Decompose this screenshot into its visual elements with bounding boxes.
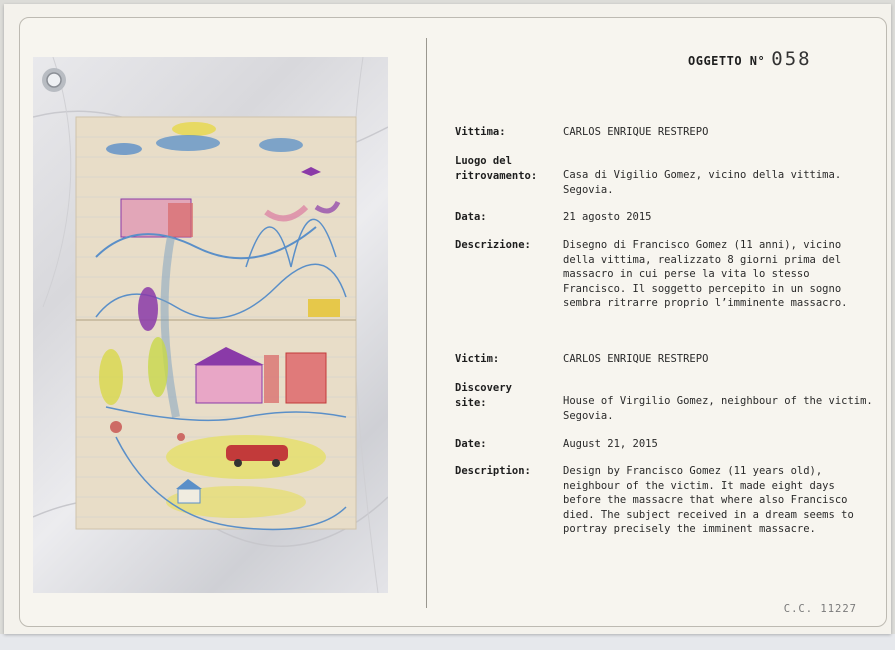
en-date-value: August 21, 2015 <box>563 438 658 450</box>
object-number: 058 <box>771 48 812 70</box>
it-victim-label: Vittima: <box>455 126 506 138</box>
object-label: OGGETTO N° <box>688 54 766 68</box>
en-description-value: Design by Francisco Gomez (11 years old), neighbour of the victim. It made eight days before the massacre that where also Francisco died. The subject received in a dream seems to portray precisely the imminent massacre. <box>563 465 854 535</box>
en-date-label: Date: <box>455 438 487 450</box>
en-victim-value: CARLOS ENRIQUE RESTREPO <box>563 353 709 365</box>
drawing-photo <box>33 57 388 593</box>
en-description-label: Description: <box>455 465 531 477</box>
it-date-label: Data: <box>455 211 487 223</box>
it-victim-value: CARLOS ENRIQUE RESTREPO <box>563 126 709 138</box>
en-site-value: House of Virgilio Gomez, neighbour of the victim. Segovia. <box>563 395 873 422</box>
vertical-divider <box>426 38 427 608</box>
it-date-value: 21 agosto 2015 <box>563 211 652 223</box>
it-site-label: Luogo del ritrovamento: <box>455 155 538 182</box>
catalog-code: C.C. 11227 <box>783 603 857 615</box>
it-site-value: Casa di Vigilio Gomez, vicino della vittima. Segovia. <box>563 169 842 196</box>
en-victim-label: Victim: <box>455 353 500 365</box>
it-description-value: Disegno di Francisco Gomez (11 anni), vicino della vittima, realizzato 8 giorni prima del massacro in cui perse la vita lo stesso Francisco. Il soggetto percepito in un sogno sembra ritrarre proprio l’imminente massacro. <box>563 239 848 309</box>
it-description-label: Descrizione: <box>455 239 531 251</box>
en-site-label: Discovery site: <box>455 382 512 409</box>
object-number-header <box>688 48 812 70</box>
child-drawing-icon <box>33 57 388 593</box>
bottom-band <box>0 634 895 650</box>
